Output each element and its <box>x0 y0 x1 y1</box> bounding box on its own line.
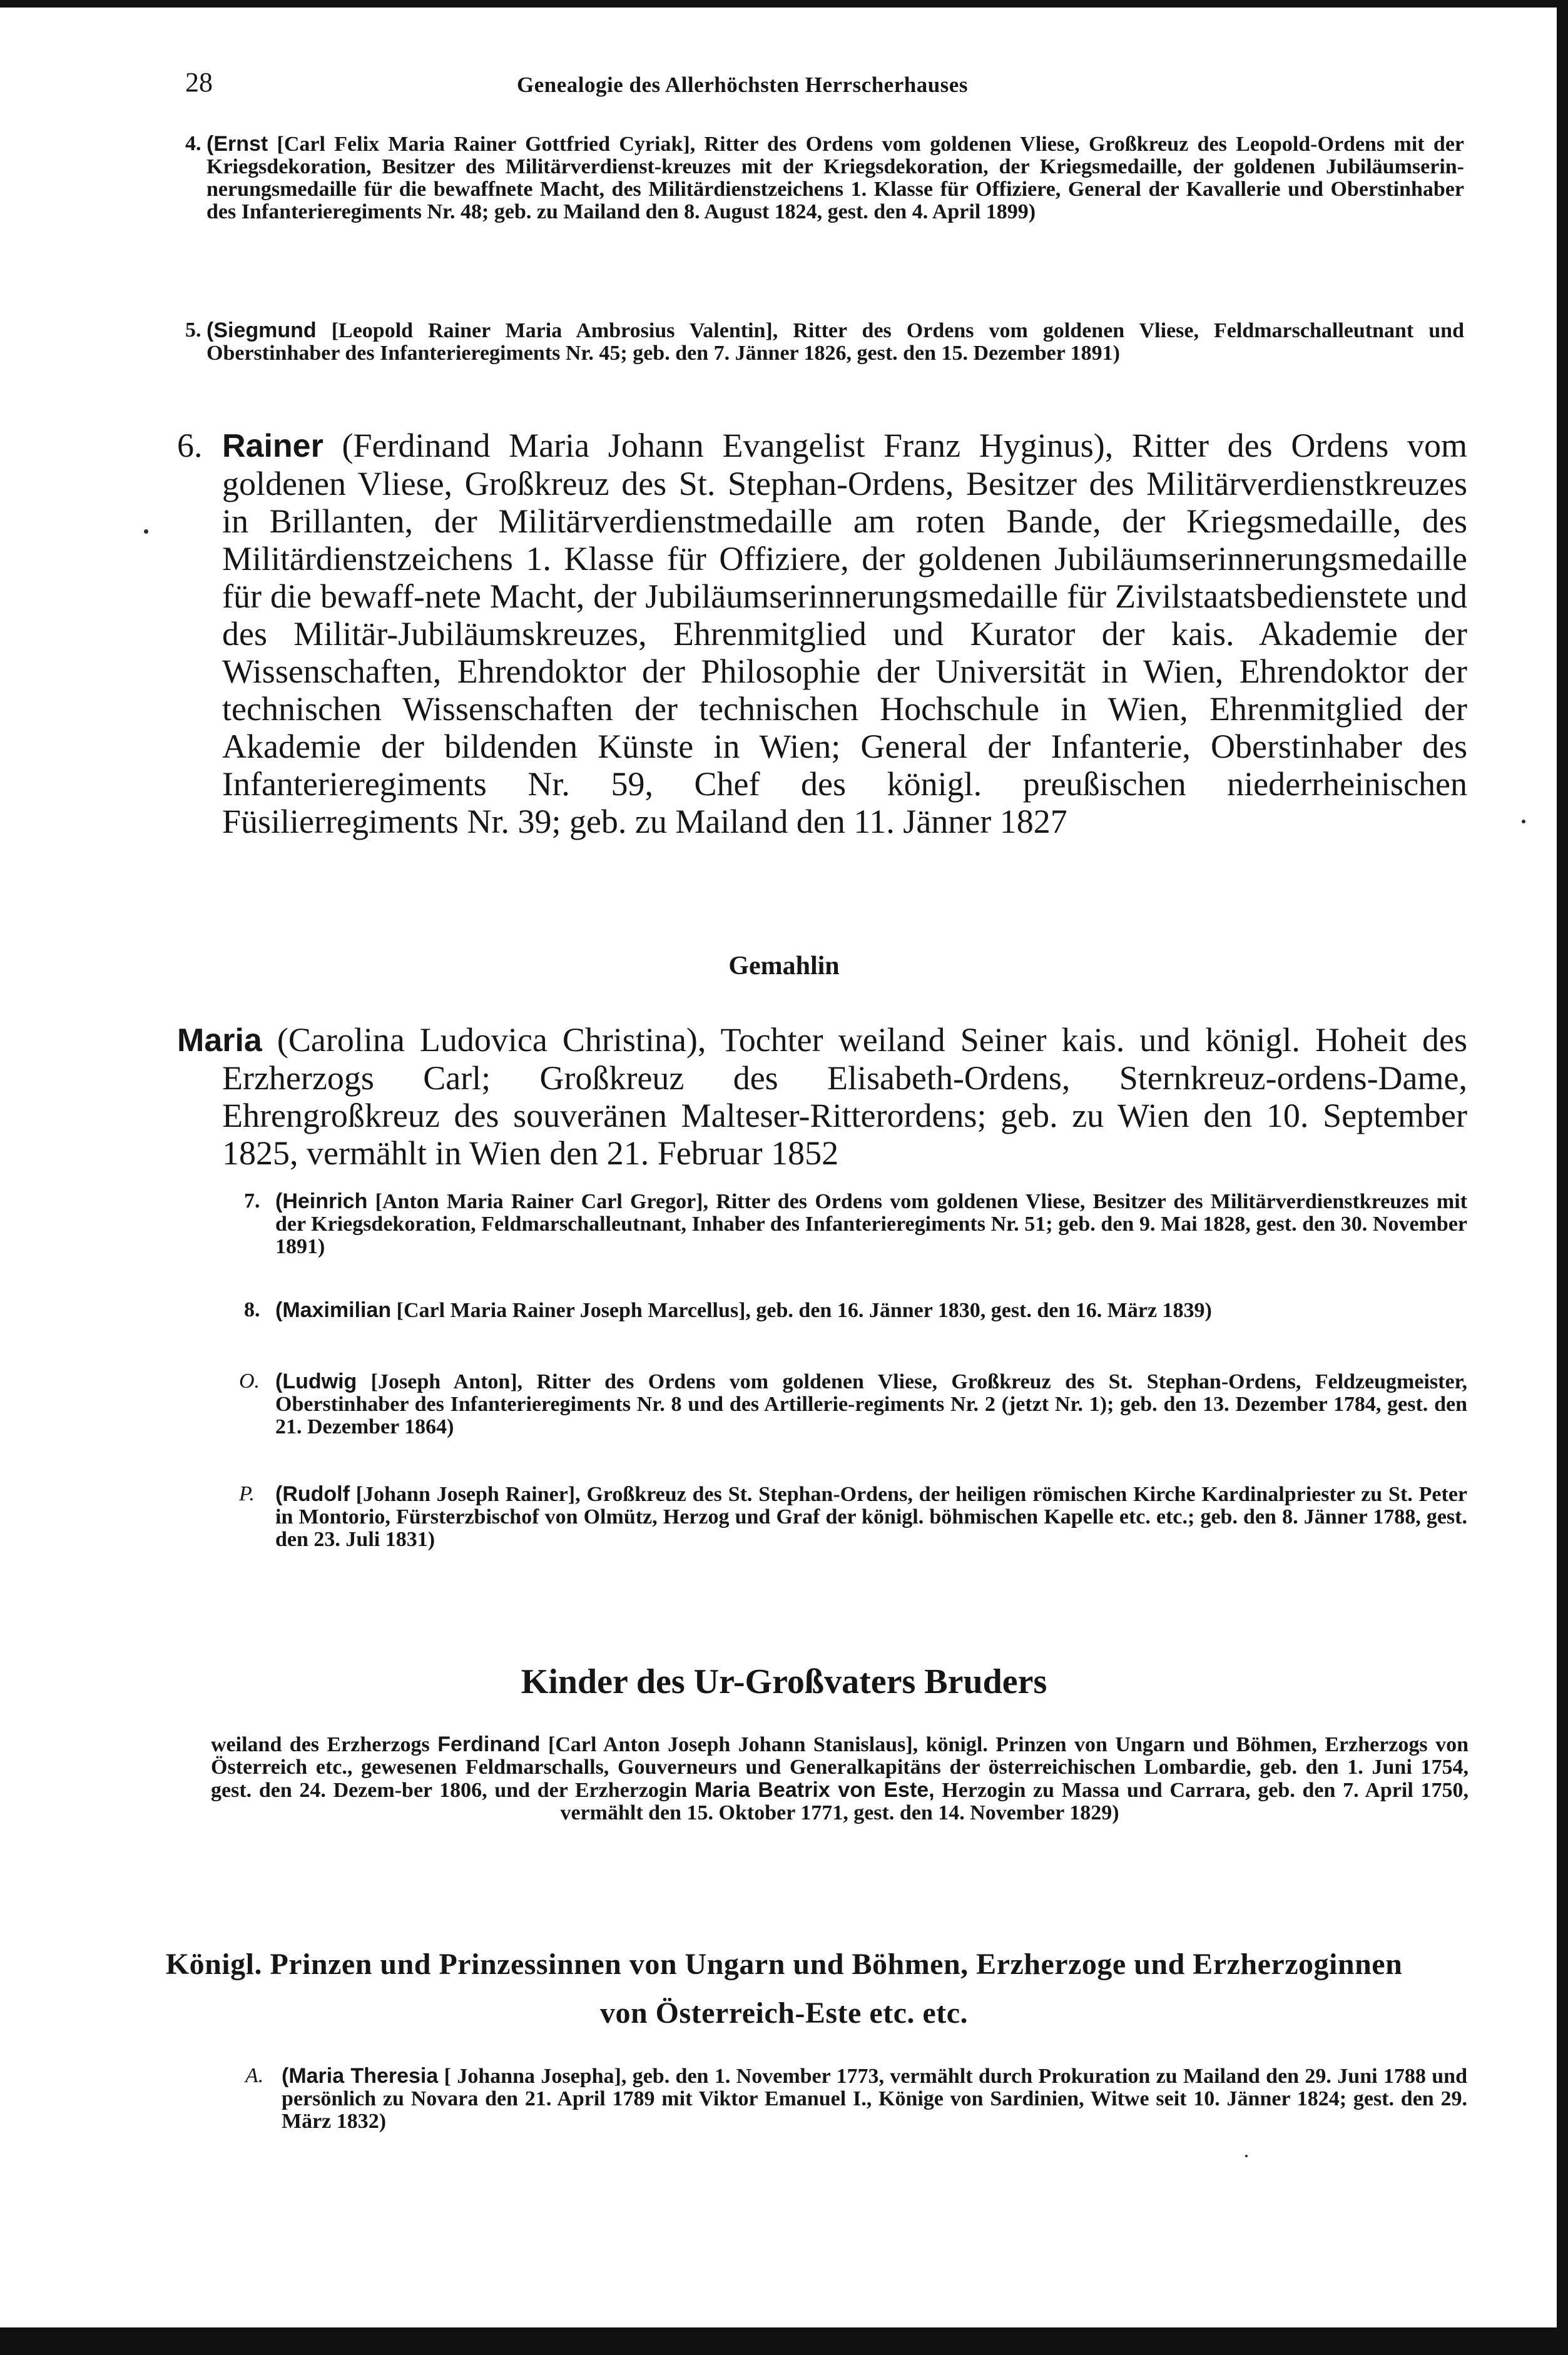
koenigl-heading-line-1: Königl. Prinzen und Prinzessinnen von Ungarn und Böhmen, Erzherzoge und Erzherzoginnen <box>165 1948 1403 1981</box>
entry-text: (Ferdinand Maria Johann Evangelist Franz Hyginus), Ritter des Ordens vom goldenen Vliese, Großkreuz des St. Stephan-Ordens, Besitzer des Militärverdienstkreuzes in Brillanten, der Militärverdienstmedaille am roten Bande, der Kriegsmedaille, des Militärdienstzeichens 1. Klasse für Offiziere, der goldenen Jubiläumserinnerungsmedaille für die bewaff-nete Macht, der Jubiläumserinnerungsmedaille für Zivilstaatsbedienstete und des Militär-Jubiläumskreuzes, Ehrenmitglied und Kurator der kais. Akademie der Wissenschaften, Ehrendoktor der Philosophie der Universität in Wien, Ehrendoktor der technischen Wissenschaften der technischen Hochschule in Wien, Ehrenmitglied der Akademie der bildenden Künste in Wien; General der Infanterie, Oberstinhaber des Infanterieregiments Nr. 59, Chef des königl. preußischen niederrheinischen Füsilierregiments Nr. 39; geb. zu Mailand den 11. Jänner 1827 <box>222 427 1467 840</box>
scan-border-top <box>0 0 1568 8</box>
entry-text: [Johann Joseph Rainer], Großkreuz des St. Stephan-Ordens, der heiligen römischen Kirche Kardinalpriester zu St. Peter in Montorio, Fürsterzbischof von Olmütz, Herzog und Graf der königl. böhmischen Kapelle etc. etc.; geb. den 8. Jänner 1788, gest. den 23. Juli 1831) <box>275 1483 1467 1551</box>
entry-number: 8. <box>244 1298 260 1321</box>
page-number: 28 <box>185 67 213 98</box>
running-title: Genealogie des Allerhöchsten Herrscherhauses <box>517 73 968 97</box>
entry-number: 7. <box>244 1189 260 1213</box>
scan-speck <box>1522 820 1525 823</box>
scan-border-bottom <box>0 2327 1568 2355</box>
koenigl-heading-line-2: von Österreich-Este etc. etc. <box>599 1996 969 2030</box>
entry-o <box>239 1370 1467 1438</box>
entry-text: [Joseph Anton], Ritter des Ordens vom goldenen Vliese, Großkreuz des St. Stephan-Ordens, Feldzeugmeister, Oberstinhaber des Infanterieregiments Nr. 8 und des Artillerie-regiments Nr. 2 (jetzt Nr. 1); geb. den 13. Dezember 1784, gest. den 21. Dezember 1864) <box>275 1370 1467 1438</box>
entry-5 <box>185 318 1464 365</box>
entry-a <box>245 2064 1467 2133</box>
entry-7 <box>244 1189 1467 1258</box>
entry-text: [Carl Felix Maria Rainer Gottfried Cyriak], Ritter des Ordens vom goldenen Vliese, Großkreuz des Leopold-Ordens mit der Kriegsdekoration, Besitzer des Militärverdienst-kreuzes mit der Kriegsdekoration, der Kriegsmedaille, der goldenen Jubiläumserin-nerungsmedaille für die bewaffnete Macht, des Militärdienstzeichens 1. Klasse für Offiziere, General der Kavallerie und Oberstinhaber des Infanterieregiments Nr. 48; geb. zu Mailand den 8. August 1824, gest. den 4. April 1899) <box>206 133 1464 223</box>
entry-number: 5. <box>185 318 201 342</box>
entry-name: (Siegmund <box>206 318 317 342</box>
entry-name: Maria <box>177 1022 262 1059</box>
entry-name: (Maximilian <box>275 1298 392 1322</box>
kinder-text-3: Herzogin zu Massa und Carrara, geb. den 7. April 1750, vermählt den 15. Oktober 1771, gest. den 14. November 1829) <box>560 1779 1469 1824</box>
entry-name: (Ernst <box>206 132 268 156</box>
entry-text: [Carl Maria Rainer Joseph Marcellus], geb. den 16. Jänner 1830, gest. den 16. März 1839) <box>391 1299 1212 1322</box>
entry-6 <box>177 427 1467 840</box>
person-name: Ferdinand <box>437 1732 541 1756</box>
entry-4 <box>185 132 1464 223</box>
entry-p <box>239 1482 1467 1551</box>
entry-number: P. <box>239 1482 255 1505</box>
entry-8 <box>244 1298 1467 1322</box>
kinder-paragraph <box>211 1733 1469 1824</box>
entry-name: Rainer <box>222 428 323 464</box>
entry-name: (Ludwig <box>275 1370 357 1393</box>
scan-speck <box>1245 2155 1248 2157</box>
entry-name: (Maria Theresia <box>282 2064 439 2088</box>
entry-text: [ Johanna Josepha], geb. den 1. November 1773, vermählt durch Prokuration zu Mailand den 29. Juni 1788 und persönlich zu Novara den 21. April 1789 mit Viktor Emanuel I., Könige von Sardinien, Witwe seit 10. Jänner 1824; gest. den 29. März 1832) <box>282 2065 1467 2133</box>
entry-number: 4. <box>185 132 201 155</box>
entry-text: [Leopold Rainer Maria Ambrosius Valentin], Ritter des Ordens vom goldenen Vliese, Feldmarschalleutnant und Oberstinhaber des Infanterieregiments Nr. 45; geb. den 7. Jänner 1826, gest. den 15. Dezember 1891) <box>206 319 1464 365</box>
entry-number: A. <box>245 2064 264 2087</box>
gemahlin-heading: Gemahlin <box>728 952 840 980</box>
entry-name: (Heinrich <box>275 1189 368 1213</box>
scan-speck <box>144 529 148 534</box>
entry-number: 6. <box>177 427 203 464</box>
kinder-text-2: [Carl Anton Joseph Johann Stanislaus], königl. Prinzen von Ungarn und Böhmen, Erzherzogs von Österreich etc., gewesenen Feldmarschalls, Gouverneurs und Generalkapitäns der österreichischen Lombardie, geb. den 1. Juni 1754, gest. den 24. Dezem-ber 1806, und der Erzherzogin <box>211 1733 1469 1802</box>
entry-text: (Carolina Ludovica Christina), Tochter weiland Seiner kais. und königl. Hoheit des Erzherzogs Carl; Großkreuz des Elisabeth-Ordens, Sternkreuz-ordens-Dame, Ehrengroßkreuz des souveränen Malteser-Ritterordens; geb. zu Wien den 10. September 1825, vermählt in Wien den 21. Februar 1852 <box>222 1021 1467 1172</box>
entry-number: O. <box>239 1370 260 1393</box>
kinder-heading: Kinder des Ur-Großvaters Bruders <box>521 1662 1047 1701</box>
entry-name: (Rudolf <box>275 1482 350 1506</box>
running-header <box>185 66 1474 104</box>
kinder-text-1: weiland des Erzherzogs <box>211 1733 438 1756</box>
gemahlin-entry <box>177 1021 1467 1172</box>
entry-text: [Anton Maria Rainer Carl Gregor], Ritter des Ordens vom goldenen Vliese, Besitzer des Militärverdienstkreuzes mit der Kriegsdekoration, Feldmarschalleutnant, Inhaber des Infanterieregiments Nr. 51; geb. den 9. Mai 1828, gest. den 30. November 1891) <box>275 1190 1467 1258</box>
person-name: Maria Beatrix von Este, <box>694 1778 935 1802</box>
